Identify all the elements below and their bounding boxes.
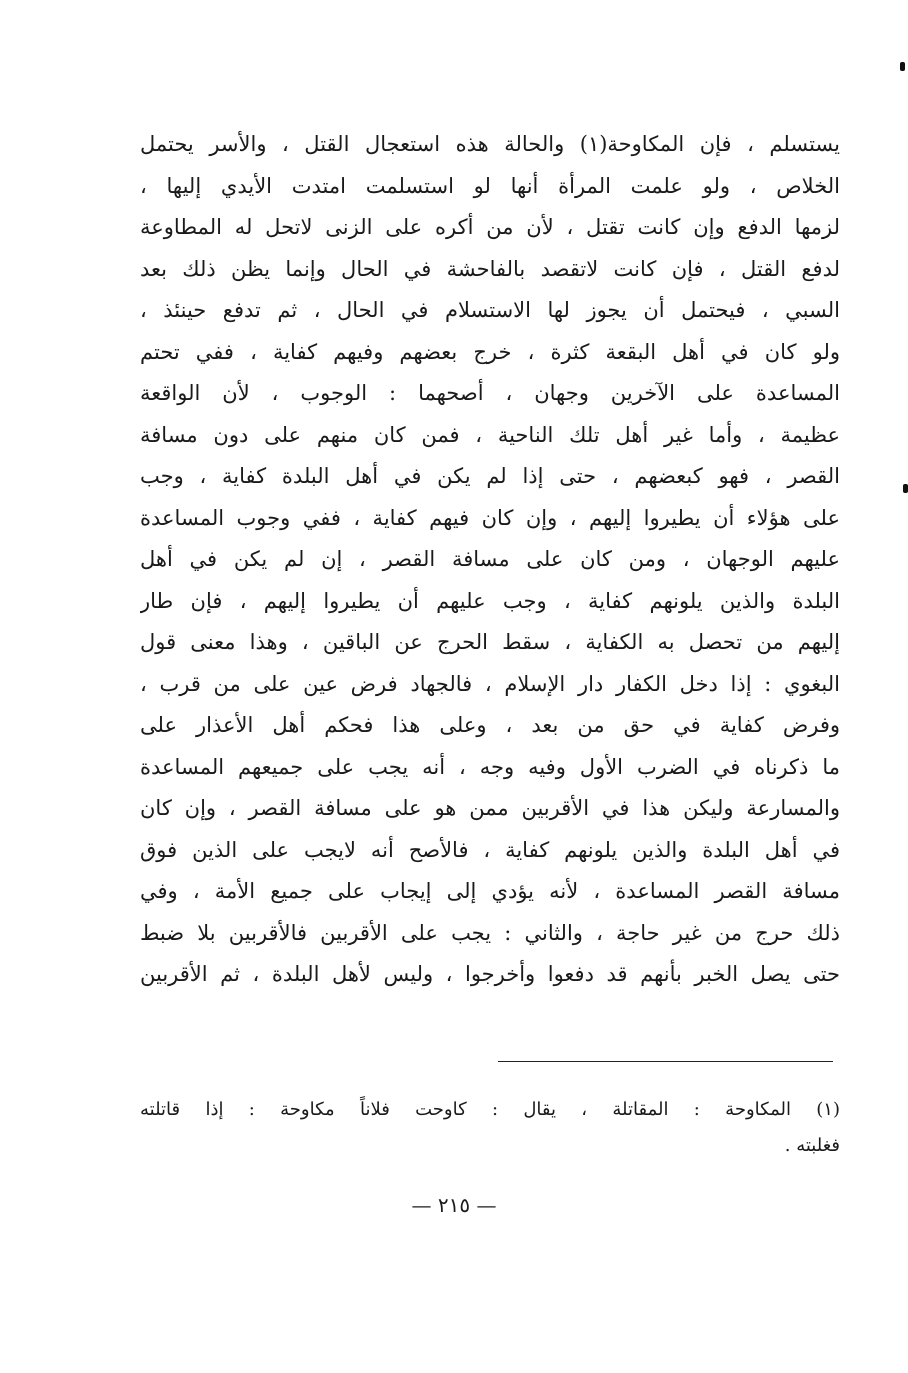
footnote-separator (498, 1061, 833, 1062)
scan-edge-mark (903, 484, 908, 493)
text-line: في أهل البلدة والذين يلونهم كفاية ، فالأصح أنه لايجب على الذين فوق (140, 837, 840, 862)
text-line: ذلك حرج من غير حاجة ، والثاني : يجب على الأقربين فالأقربين بلا ضبط (140, 920, 840, 945)
text-line: لدفع القتل ، فإن كانت لاتقصد بالفاحشة في الحال وإنما يظن ذلك بعد (140, 256, 840, 281)
text-line: ولو كان في أهل البقعة كثرة ، خرج بعضهم وفيهم كفاية ، ففي تحتم (140, 339, 840, 364)
text-line: المساعدة على الآخرين وجهان ، أصحهما : الوجوب ، لأن الواقعة (140, 381, 840, 405)
text-line: عظيمة ، وأما غير أهل تلك الناحية ، فمن كان منهم على دون مسافة (140, 422, 840, 447)
text-line: الخلاص ، ولو علمت المرأة أنها لو استسلمت امتدت الأيدي إليها ، (140, 173, 840, 198)
text-line: والمسارعة وليكن هذا في الأقربين ممن هو على مسافة القصر ، وإن كان (140, 796, 840, 820)
footnote-line: (١) المكاوحة : المقاتلة ، يقال : كاوحت فلاناً مكاوحة : إذا قاتلته (140, 1099, 840, 1120)
text-line: السبي ، فيحتمل أن يجوز لها الاستسلام في الحال ، ثم تدفع حينئذ ، (140, 298, 840, 322)
text-line: حتى يصل الخبر بأنهم قد دفعوا وأخرجوا ، وليس لأهل البلدة ، ثم الأقربين (140, 962, 840, 986)
text-line: ما ذكرناه في الضرب الأول وفيه وجه ، أنه يجب على جميعهم المساعدة (140, 754, 840, 779)
footnote (140, 1092, 840, 1164)
text-line: البغوي : إذا دخل الكفار دار الإسلام ، فالجهاد فرض عين على من قرب ، (140, 671, 840, 696)
text-line: يستسلم ، فإن المكاوحة(١) والحالة هذه استعجال القتل ، والأسر يحتمل (140, 132, 840, 156)
text-line: مسافة القصر المساعدة ، لأنه يؤدي إلى إيجاب على جميع الأمة ، وفي (140, 879, 840, 903)
text-line: البلدة والذين يلونهم كفاية ، وجب عليهم أن يطيروا إليهم ، فإن طار (140, 588, 840, 613)
text-line: إليهم من تحصل به الكفاية ، سقط الحرج عن الباقين ، وهذا معنى قول (140, 630, 840, 654)
scan-edge-mark (900, 62, 905, 71)
page-number: — ٢١٥ — (411, 1193, 497, 1217)
text-line: لزمها الدفع وإن كانت تقتل ، لأن من أكره على الزنى لاتحل له المطاوعة (140, 215, 840, 239)
text-line: عليهم الوجهان ، ومن كان على مسافة القصر ، إن لم يكن في أهل (140, 547, 840, 571)
main-text-block (140, 124, 840, 996)
footnote-line: فغلبته . (784, 1135, 840, 1156)
text-line: وفرض كفاية في حق من بعد ، وعلى هذا فحكم أهل الأعذار على (140, 713, 840, 737)
text-line: على هؤلاء أن يطيروا إليهم ، وإن كان فيهم كفاية ، ففي وجوب المساعدة (140, 505, 840, 530)
text-line: القصر ، فهو كبعضهم ، حتى إذا لم يكن في أهل البلدة كفاية ، وجب (140, 464, 840, 488)
